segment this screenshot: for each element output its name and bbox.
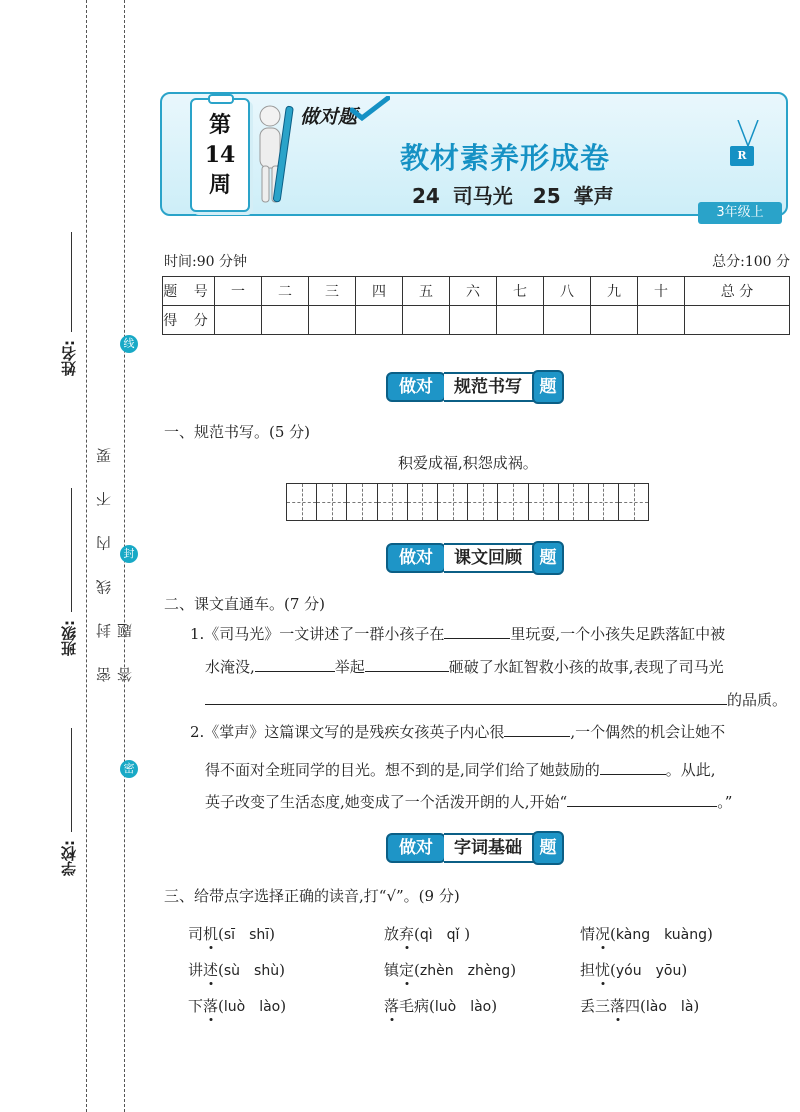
q2-text: 。” (717, 793, 733, 811)
section-banner-do-label: 做对 (386, 833, 446, 863)
dotted-char: 忧 (595, 961, 611, 979)
section-banner-ti-label: 题 (532, 370, 564, 404)
seal-circle-xian: 线 (120, 335, 138, 353)
word-part: 毛病( (399, 997, 435, 1015)
column-header: 四 (356, 277, 403, 306)
score-cell[interactable] (309, 306, 356, 335)
score-cell[interactable] (497, 306, 544, 335)
writing-cell[interactable] (528, 483, 559, 521)
q2-text: 里玩耍,一个小孩失足跌落缸中被 (510, 625, 726, 643)
word-part: 放 (384, 925, 400, 943)
mascot-with-pen-icon (246, 102, 296, 212)
pinyin-choice-item[interactable] (188, 923, 275, 944)
word-part: ( (218, 925, 224, 943)
seal-instruction-text: 密 封 线 内 不 要 答 题 (95, 436, 134, 682)
word-part: ( (218, 961, 224, 979)
badge-strings-icon (736, 120, 760, 148)
column-header: 八 (544, 277, 591, 306)
section-banner-do-label: 做对 (386, 372, 446, 402)
exam-time: 时间:90 分钟 (164, 254, 247, 270)
dotted-char: 落 (384, 997, 400, 1015)
column-header: 九 (591, 277, 638, 306)
q2-text: 2.《掌声》这篇课文写的是残疾女孩英子内心很 (190, 723, 505, 741)
section-banner-text: 字词基础 (444, 833, 544, 863)
page-title: 教材素养形成卷 (400, 141, 611, 175)
column-header-total: 总 分 (685, 277, 790, 306)
answer-blank[interactable] (205, 691, 727, 705)
section-banner-ti-label: 题 (532, 831, 564, 865)
word-part: ) (280, 997, 287, 1015)
question-number-label: 题 号 (163, 277, 215, 306)
word-part: 镇 (384, 961, 400, 979)
pinyin-options[interactable]: sī shī (223, 927, 270, 943)
column-header: 三 (309, 277, 356, 306)
score-table (162, 276, 790, 335)
dotted-char: 定 (399, 961, 415, 979)
pinyin-choice-item[interactable] (384, 959, 516, 980)
question-3-title: 三、给带点字选择正确的读音,打“√”。(9 分) (164, 887, 460, 905)
column-header: 六 (450, 277, 497, 306)
week-number: 14 (204, 142, 236, 168)
word-part: 四( (625, 997, 646, 1015)
clipboard-clip-icon (208, 94, 234, 104)
word-part: ) (459, 925, 471, 943)
answer-blank[interactable] (255, 658, 335, 672)
score-table-header-row (163, 277, 790, 306)
pinyin-options[interactable]: luò lào (434, 999, 492, 1015)
class-label: 班级: (60, 620, 78, 656)
writing-cell[interactable] (377, 483, 408, 521)
writing-cell[interactable] (588, 483, 619, 521)
word-part: ) (693, 997, 700, 1015)
question-2-title: 二、课文直通车。(7 分) (164, 595, 326, 613)
dotted-char: 落 (203, 997, 219, 1015)
word-part: 讲 (188, 961, 204, 979)
writing-grid[interactable] (287, 483, 649, 521)
column-header: 一 (215, 277, 262, 306)
answer-blank[interactable] (504, 723, 570, 737)
column-header: 十 (638, 277, 685, 306)
q2-text: 英子改变了生活态度,她变成了一个活泼开朗的人,开始“ (205, 793, 568, 811)
writing-cell[interactable] (407, 483, 438, 521)
school-blank-line[interactable] (71, 728, 72, 832)
score-cell[interactable] (215, 306, 262, 335)
pinyin-choice-item[interactable] (384, 995, 497, 1016)
q2-item1-line3 (205, 690, 790, 710)
pinyin-options[interactable]: luò lào (223, 999, 281, 1015)
writing-cell[interactable] (316, 483, 347, 521)
writing-cell[interactable] (558, 483, 589, 521)
pinyin-choice-item[interactable] (384, 923, 470, 944)
section-banner-writing (386, 370, 564, 406)
name-blank-line[interactable] (71, 232, 72, 332)
section-banner-text: 课文回顾 (444, 543, 544, 573)
score-cell[interactable] (544, 306, 591, 335)
binding-dash-line-outer (86, 0, 87, 1112)
q2-item2-line2 (205, 760, 790, 780)
q2-item1-line1 (190, 624, 790, 644)
dotted-char: 述 (203, 961, 219, 979)
word-part: ) (269, 925, 275, 943)
column-header: 五 (403, 277, 450, 306)
section-banner-text: 规范书写 (444, 372, 544, 402)
name-label: 姓名: (60, 340, 78, 376)
q2-text: 水淹没, (205, 658, 255, 676)
week-card (190, 98, 250, 212)
pinyin-options[interactable]: qì qǐ (419, 927, 460, 943)
score-cell[interactable] (591, 306, 638, 335)
word-part: ( (218, 997, 224, 1015)
edition-badge: R (730, 146, 754, 166)
week-card-line3: 周 (208, 172, 231, 198)
proverb-text: 积爱成福,积怨成祸。 (398, 454, 538, 472)
dotted-char: 弃 (399, 925, 415, 943)
page-subtitle: 24 司马光 25 掌声 (412, 184, 614, 208)
writing-cell[interactable] (497, 483, 528, 521)
score-cell[interactable] (638, 306, 685, 335)
q2-item1-line2 (205, 657, 790, 677)
question-1-title: 一、规范书写。(5 分) (164, 423, 311, 441)
q2-text: 1.《司马光》一文讲述了一群小孩子在 (190, 625, 445, 643)
column-header: 七 (497, 277, 544, 306)
week-card-line1: 第 (208, 112, 231, 138)
word-part: ) (279, 961, 285, 979)
dotted-char: 落 (610, 997, 626, 1015)
writing-cell[interactable] (437, 483, 468, 521)
score-table-score-row (163, 306, 790, 335)
pinyin-options[interactable]: yóu yōu (615, 963, 682, 979)
q2-text: 。从此, (665, 761, 716, 779)
word-part: ( (414, 961, 420, 979)
school-label: 学校: (60, 840, 78, 876)
q2-text: ,一个偶然的机会让她不 (570, 723, 726, 741)
pinyin-options[interactable]: zhèn zhèng (419, 963, 511, 979)
answer-blank[interactable] (444, 625, 510, 639)
word-part: ) (681, 961, 688, 979)
q2-item2-line3 (205, 792, 790, 812)
answer-blank[interactable] (600, 761, 666, 775)
pinyin-choice-item[interactable] (580, 923, 713, 944)
section-banner-review (386, 541, 564, 577)
q2-text: 举起 (334, 658, 365, 676)
q2-text: 得不面对全班同学的目光。想不到的是,同学们给了她鼓励的 (205, 761, 600, 779)
writing-cell[interactable] (618, 483, 649, 521)
seal-circle-feng: 封 (120, 545, 138, 563)
dotted-char: 机 (203, 925, 219, 943)
q2-item2-line1 (190, 722, 790, 742)
word-part: ) (491, 997, 498, 1015)
brand-logo-text: 做对题 (300, 106, 358, 128)
brand-check-icon (350, 96, 390, 122)
pinyin-choice-item[interactable] (188, 995, 286, 1016)
section-banner-vocab (386, 831, 564, 867)
word-part: 担 (580, 961, 596, 979)
q2-text: 的品质。 (727, 691, 788, 709)
pinyin-choice-item[interactable] (188, 959, 285, 980)
score-cell[interactable] (356, 306, 403, 335)
grade-tab: 3年级上 (698, 202, 782, 224)
pinyin-options[interactable]: kàng kuàng (615, 927, 707, 943)
score-cell[interactable] (262, 306, 309, 335)
word-part: ( (610, 925, 616, 943)
pinyin-options[interactable]: sù shù (223, 963, 280, 979)
seal-circle-mi: 密 (120, 760, 138, 778)
writing-cell[interactable] (346, 483, 377, 521)
score-cell[interactable] (450, 306, 497, 335)
word-part: ( (610, 961, 616, 979)
score-row-label: 得 分 (163, 306, 215, 335)
word-part: ( (414, 925, 420, 943)
word-part: 下 (188, 997, 204, 1015)
word-part: ) (706, 925, 713, 943)
header-banner (160, 92, 788, 224)
section-banner-do-label: 做对 (386, 543, 446, 573)
score-cell-total[interactable] (685, 306, 790, 335)
word-part: 司 (188, 925, 204, 943)
q2-text: 砸破了水缸智救小孩的故事,表现了司马光 (448, 658, 724, 676)
writing-cell[interactable] (286, 483, 317, 521)
pinyin-choice-item[interactable] (580, 959, 687, 980)
exam-meta-row (164, 251, 790, 271)
score-cell[interactable] (403, 306, 450, 335)
exam-total-score: 总分:100 分 (712, 254, 790, 270)
word-part: 情 (580, 925, 596, 943)
dotted-char: 况 (595, 925, 611, 943)
answer-blank[interactable] (365, 658, 449, 672)
pinyin-options[interactable]: lào là (645, 999, 694, 1015)
word-part: ) (510, 961, 517, 979)
word-part: 丢三 (580, 997, 611, 1015)
answer-blank[interactable] (567, 793, 717, 807)
column-header: 二 (262, 277, 309, 306)
class-blank-line[interactable] (71, 488, 72, 612)
writing-cell[interactable] (467, 483, 498, 521)
section-banner-ti-label: 题 (532, 541, 564, 575)
pinyin-choice-item[interactable] (580, 995, 699, 1016)
